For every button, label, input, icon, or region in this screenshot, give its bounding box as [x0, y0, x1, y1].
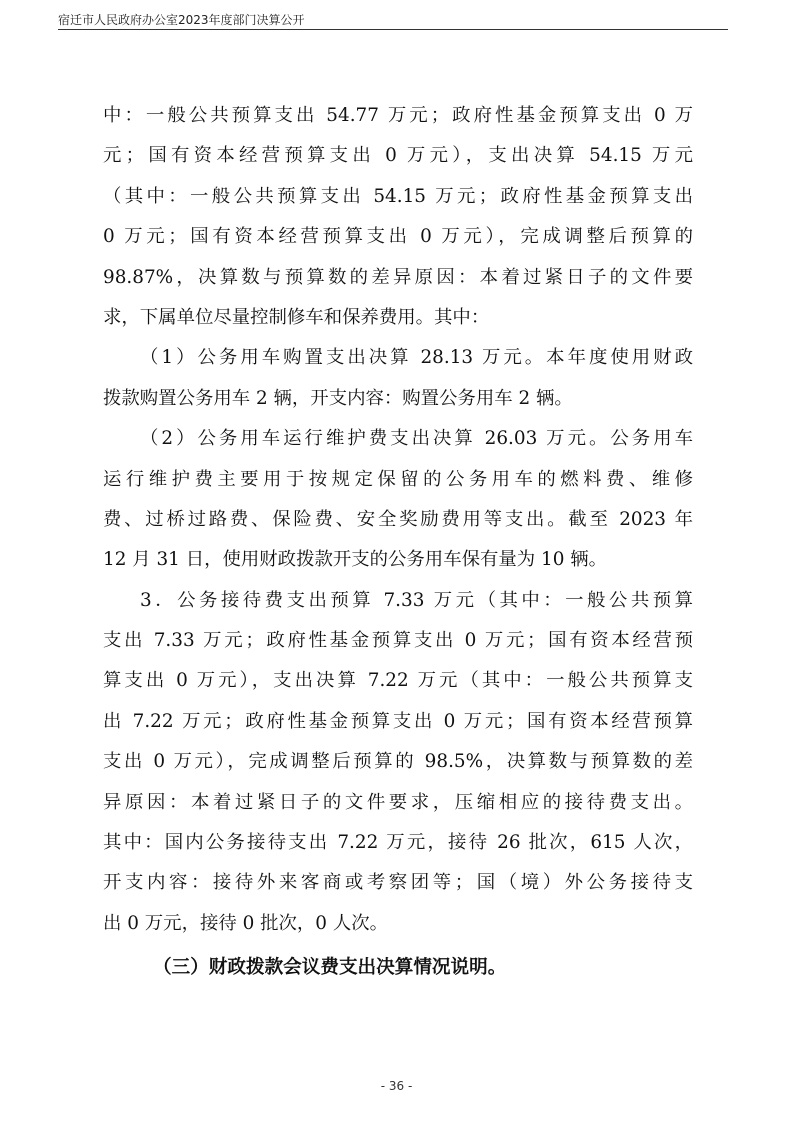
text-line: 元；国有资本经营预算支出 0 万元），支出决算 54.15 万元 — [103, 145, 693, 167]
page-number: - 36 - — [380, 1079, 413, 1093]
text-line: 费、过桥过路费、保险费、安全奖励费用等支出。截至 2023 年 — [103, 508, 693, 530]
text-line: 异原因：本着过紧日子的文件要求，压缩相应的接待费支出。 — [103, 791, 693, 813]
text-line: 支出 0 万元），完成调整后预算的 98.5%，决算数与预算数的差 — [103, 751, 693, 773]
text-line: 中：一般公共预算支出 54.77 万元；政府性基金预算支出 0 万 — [103, 105, 693, 126]
text-line: 出 0 万元，接待 0 批次，0 人次。 — [103, 912, 389, 934]
text-line: （1）公务用车购置支出决算 28.13 万元。本年度使用财政 — [140, 347, 693, 369]
section-heading: （三）财政拨款会议费支出决算情况说明。 — [153, 957, 507, 979]
text-line: 12 月 31 日，使用财政拨款开支的公务用车保有量为 10 辆。 — [103, 549, 608, 571]
text-line: 98.87%，决算数与预算数的差异原因：本着过紧日子的文件要 — [103, 266, 693, 288]
text-line: 开支内容：接待外来客商或考察团等；国（境）外公务接待支 — [103, 872, 693, 894]
header-title: 宿迁市人民政府办公室2023年度部门决算公开 — [58, 13, 305, 27]
text-line: 0 万元；国有资本经营预算支出 0 万元），完成调整后预算的 — [103, 226, 693, 248]
page-header — [58, 9, 728, 31]
text-line: 算支出 0 万元），支出决算 7.22 万元（其中：一般公共预算支 — [103, 670, 693, 692]
text-line: （2）公务用车运行维护费支出决算 26.03 万元。公务用车 — [140, 428, 693, 450]
document-body — [103, 96, 693, 989]
text-line: 运行维护费主要用于按规定保留的公务用车的燃料费、维修 — [103, 468, 693, 490]
text-line: 求，下属单位尽量控制修车和保养费用。其中： — [103, 306, 490, 328]
text-line: （其中：一般公共预算支出 54.15 万元；政府性基金预算支出 — [103, 185, 693, 207]
text-line: 支出 7.33 万元；政府性基金预算支出 0 万元；国有资本经营预 — [103, 630, 693, 652]
text-line: 出 7.22 万元；政府性基金预算支出 0 万元；国有资本经营预算 — [103, 710, 693, 732]
text-line: 其中：国内公务接待支出 7.22 万元，接待 26 批次，615 人次， — [103, 832, 693, 854]
text-line: 拨款购置公务用车 2 辆，开支内容：购置公务用车 2 辆。 — [103, 387, 573, 409]
text-line: 3．公务接待费支出预算 7.33 万元（其中：一般公共预算 — [140, 589, 693, 611]
header-rule — [58, 29, 728, 30]
